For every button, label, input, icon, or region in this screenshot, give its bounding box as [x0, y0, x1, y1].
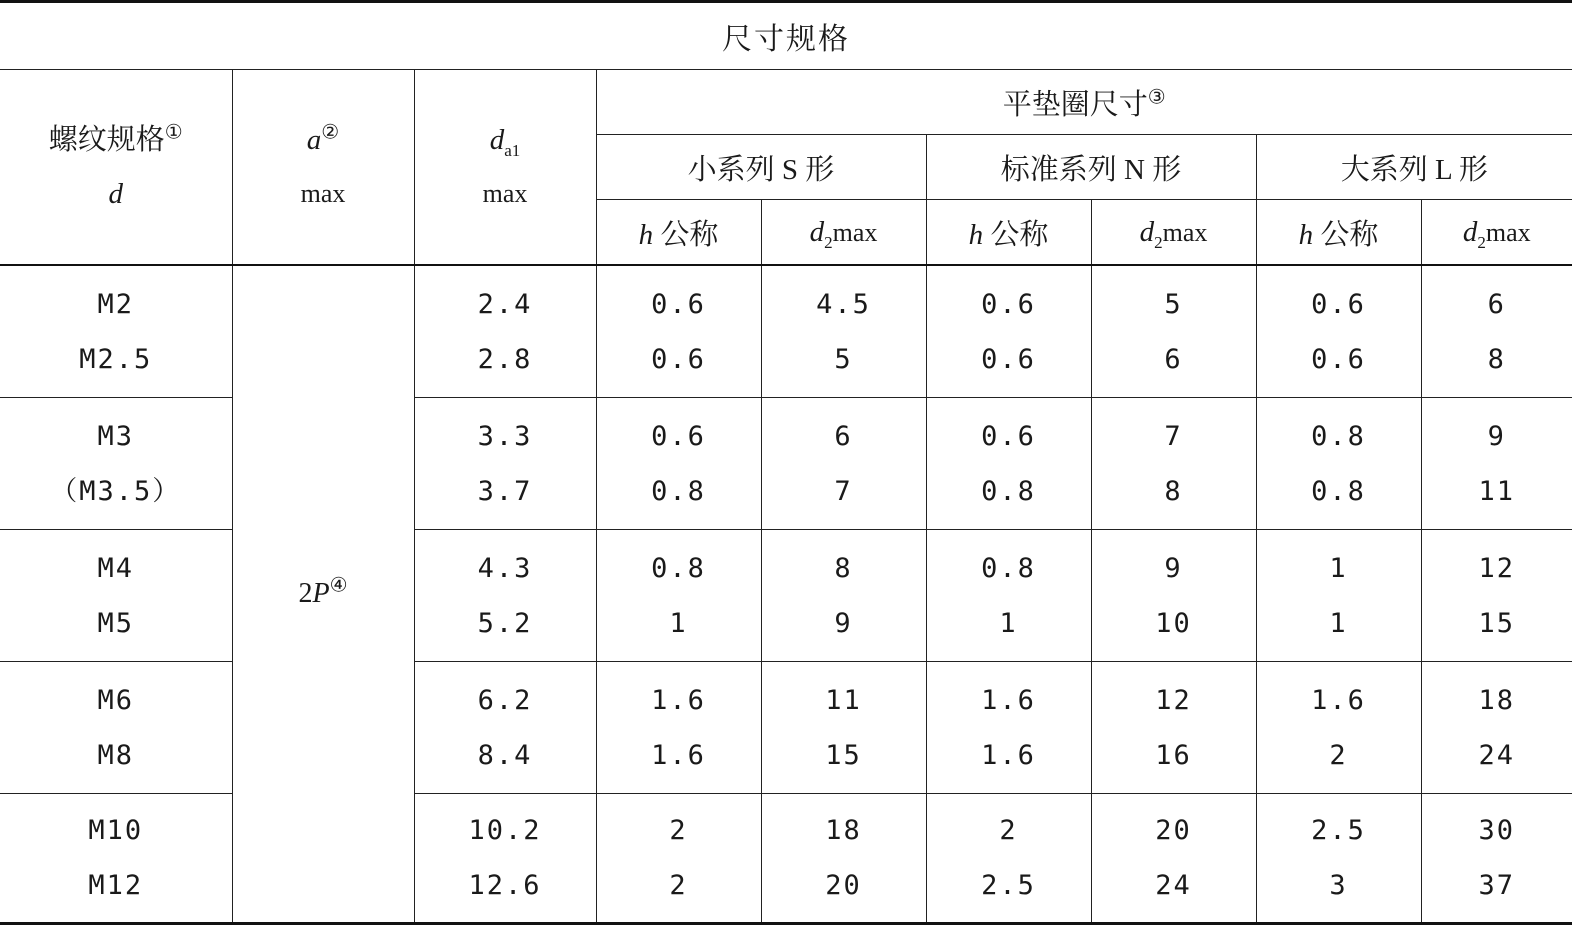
h-nominal-header: h 公称 [596, 200, 761, 266]
h-nominal-cell [926, 662, 1091, 794]
da1-max-cell [414, 662, 596, 794]
cell-value: 0.6 [1311, 343, 1366, 375]
thread-spec-cell [0, 265, 232, 398]
h-nominal-cell [1256, 398, 1421, 530]
cell-value: 2.4 [477, 288, 533, 320]
h-nominal-cell [596, 265, 761, 398]
thread-spec-cell [0, 794, 232, 924]
cell-value: 5.2 [477, 607, 533, 639]
cell-value: 0.6 [981, 343, 1036, 375]
d2-max-cell [761, 265, 926, 398]
d2-max-cell [1091, 530, 1256, 662]
cell-value: 1 [1329, 552, 1348, 584]
a-max-value: 2P④ [232, 265, 414, 924]
da1-max-cell [414, 530, 596, 662]
cell-value: 1 [669, 607, 688, 639]
h-nominal-cell [596, 398, 761, 530]
cell-value: 5 [834, 343, 853, 375]
cell-value: 6 [834, 420, 853, 452]
cell-value: 2 [669, 815, 688, 846]
cell-value: 0.6 [981, 288, 1036, 320]
cell-value: 8 [1487, 343, 1506, 375]
da1-max-cell [414, 398, 596, 530]
d2-max-cell [1091, 794, 1256, 924]
cell-value: M4 [97, 552, 134, 584]
cell-value: 0.6 [651, 420, 706, 452]
h-nominal-cell [1256, 794, 1421, 924]
cell-value: 12.6 [468, 870, 542, 901]
d2-max-header: $d_2\max$ [1091, 200, 1256, 266]
cell-value: 9 [1164, 552, 1183, 584]
cell-value: 6 [1164, 343, 1183, 375]
cell-value: 3.7 [477, 475, 533, 507]
d2-max-cell [1421, 398, 1572, 530]
series-small-header: 小系列 S 形 [596, 135, 926, 200]
cell-value: M2 [97, 288, 134, 320]
thread-spec-cell [0, 662, 232, 794]
cell-value: 8 [1164, 475, 1183, 507]
cell-value: 9 [834, 607, 853, 639]
cell-value: 8.4 [477, 739, 533, 771]
cell-value: 0.8 [981, 475, 1036, 507]
cell-value: 20 [825, 870, 862, 901]
cell-value: 2.5 [981, 870, 1036, 901]
h-nominal-header: h 公称 [1256, 200, 1421, 266]
d2-max-cell [1091, 662, 1256, 794]
cell-value: M10 [88, 815, 144, 846]
cell-value: 6.2 [477, 684, 533, 716]
cell-value: 0.8 [651, 552, 706, 584]
cell-value: M5 [97, 607, 134, 639]
d2-max-cell [1421, 530, 1572, 662]
cell-value: 9 [1487, 420, 1506, 452]
cell-value: 1 [1329, 607, 1348, 639]
d2-max-header: $d_2\max$ [761, 200, 926, 266]
cell-value: 15 [825, 739, 862, 771]
cell-value: 6 [1487, 288, 1506, 320]
d2-max-cell [761, 662, 926, 794]
cell-value: 4.5 [816, 288, 871, 320]
cell-value: 11 [825, 684, 862, 716]
h-nominal-cell [926, 398, 1091, 530]
cell-value: 2 [1329, 739, 1348, 771]
cell-value: 1.6 [981, 684, 1036, 716]
d2-max-header: $d_2\max$ [1421, 200, 1572, 266]
h-nominal-cell [926, 794, 1091, 924]
cell-value: 2.5 [1311, 815, 1366, 846]
thread-spec-cell [0, 530, 232, 662]
cell-value: 1.6 [1311, 684, 1366, 716]
h-nominal-header: h 公称 [926, 200, 1091, 266]
cell-value: 10.2 [468, 815, 542, 846]
cell-value: 0.8 [651, 475, 706, 507]
h-nominal-cell [596, 530, 761, 662]
cell-value: 0.6 [1311, 288, 1366, 320]
cell-value: 0.6 [981, 420, 1036, 452]
washer-dimensions-header: 平垫圈尺寸③ [596, 70, 1572, 135]
cell-value: 16 [1155, 739, 1192, 771]
cell-value: 18 [1478, 684, 1516, 716]
thread-spec-cell [0, 398, 232, 530]
d2-max-cell [1421, 794, 1572, 924]
da1-max-cell [414, 265, 596, 398]
cell-value: 0.6 [651, 288, 706, 320]
d2-max-cell [761, 794, 926, 924]
h-nominal-cell [1256, 662, 1421, 794]
cell-value: 24 [1478, 739, 1516, 771]
h-nominal-cell [926, 530, 1091, 662]
cell-value: 0.6 [651, 343, 706, 375]
cell-value: 37 [1478, 870, 1516, 901]
cell-value: 0.8 [981, 552, 1036, 584]
h-nominal-cell [596, 662, 761, 794]
cell-value: 0.8 [1311, 420, 1366, 452]
cell-value: 1 [999, 607, 1018, 639]
d2-max-cell [1421, 662, 1572, 794]
d2-max-cell [761, 530, 926, 662]
cell-value: M8 [97, 739, 134, 771]
cell-value: 2 [669, 870, 688, 901]
cell-value: 24 [1155, 870, 1192, 901]
cell-value: 7 [1164, 420, 1183, 452]
cell-value: 12 [1155, 684, 1192, 716]
cell-value: 7 [834, 475, 853, 507]
cell-value: 1.6 [651, 684, 706, 716]
h-nominal-cell [596, 794, 761, 924]
cell-value: 2.8 [477, 343, 533, 375]
series-standard-header: 标准系列 N 形 [926, 135, 1256, 200]
cell-value: 3 [1329, 870, 1348, 901]
cell-value: 8 [834, 552, 853, 584]
cell-value: M3 [97, 420, 134, 452]
cell-value: 12 [1478, 552, 1516, 584]
cell-value: 1.6 [651, 739, 706, 771]
cell-value: 11 [1478, 475, 1516, 507]
cell-value: 0.8 [1311, 475, 1366, 507]
d2-max-cell [1091, 398, 1256, 530]
cell-value: 18 [825, 815, 862, 846]
cell-value: 2 [999, 815, 1018, 846]
d2-max-cell [1091, 265, 1256, 398]
da1-max-header: $d_{a1}$ max [414, 70, 596, 266]
cell-value: M6 [97, 684, 134, 716]
cell-value: 4.3 [477, 552, 533, 584]
cell-value: 20 [1155, 815, 1192, 846]
cell-value: 30 [1478, 815, 1516, 846]
cell-value: 1.6 [981, 739, 1036, 771]
cell-value: （M3.5） [50, 475, 182, 507]
cell-value: M2.5 [79, 343, 153, 375]
da1-max-cell [414, 794, 596, 924]
series-large-header: 大系列 L 形 [1256, 135, 1572, 200]
cell-value: 10 [1155, 607, 1192, 639]
table-caption: 尺寸规格 [0, 2, 1572, 70]
h-nominal-cell [926, 265, 1091, 398]
h-nominal-cell [1256, 530, 1421, 662]
d2-max-cell [761, 398, 926, 530]
cell-value: 5 [1164, 288, 1183, 320]
a-max-header: a② max [232, 70, 414, 266]
cell-value: 3.3 [477, 420, 533, 452]
table-row [0, 265, 1572, 398]
cell-value: M12 [88, 870, 144, 901]
d2-max-cell [1421, 265, 1572, 398]
cell-value: 15 [1478, 607, 1516, 639]
h-nominal-cell [1256, 265, 1421, 398]
thread-spec-header: 螺纹规格① d [0, 70, 232, 266]
